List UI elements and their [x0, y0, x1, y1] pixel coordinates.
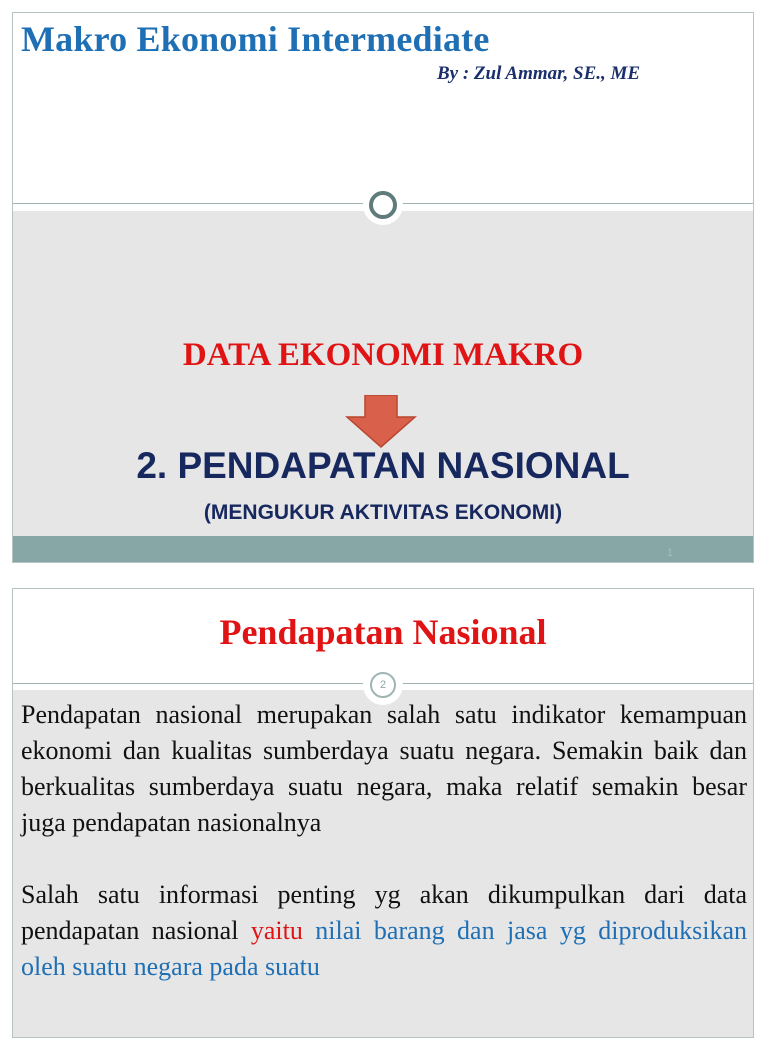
paragraph-1: Pendapatan nasional merupakan salah satu indikator kemampuan ekonomi dan kualitas sumberdaya suatu negara. Semakin baik dan berkualitas sumberdaya suatu negara, maka relatif semakin besar juga pendapatan nasionalnya — [21, 700, 747, 837]
slide-1 — [12, 12, 754, 563]
paragraph-2-text: Salah satu informasi penting yg akan dikumpulkan dari data pendapatan nasional — [21, 880, 747, 945]
slide-title: Pendapatan Nasional — [219, 612, 547, 652]
page-number: 2 — [370, 672, 396, 698]
paragraph-2 — [21, 877, 747, 985]
circle-ring — [369, 191, 397, 219]
topic-subtitle: (MENGUKUR AKTIVITAS EKONOMI) — [203, 501, 563, 524]
highlight-blue-text: nilai barang dan jasa yg diproduksikan oleh suatu negara pada suatu — [21, 916, 748, 981]
topic-heading: 2. PENDAPATAN NASIONAL — [136, 445, 630, 486]
separator-circle-icon — [363, 185, 403, 225]
author-line: By : Zul Ammar, SE., ME — [437, 63, 641, 84]
highlight-red-text: yaitu — [250, 916, 303, 945]
slide-2 — [12, 588, 754, 1038]
down-arrow-icon — [345, 395, 417, 449]
space — [303, 916, 315, 945]
section-heading: DATA EKONOMI MAKRO — [182, 337, 584, 373]
page-number: 1 — [666, 547, 673, 559]
slide-body — [21, 697, 747, 985]
slide-title: Makro Ekonomi Intermediate — [21, 19, 490, 59]
footer-bar — [13, 536, 753, 562]
